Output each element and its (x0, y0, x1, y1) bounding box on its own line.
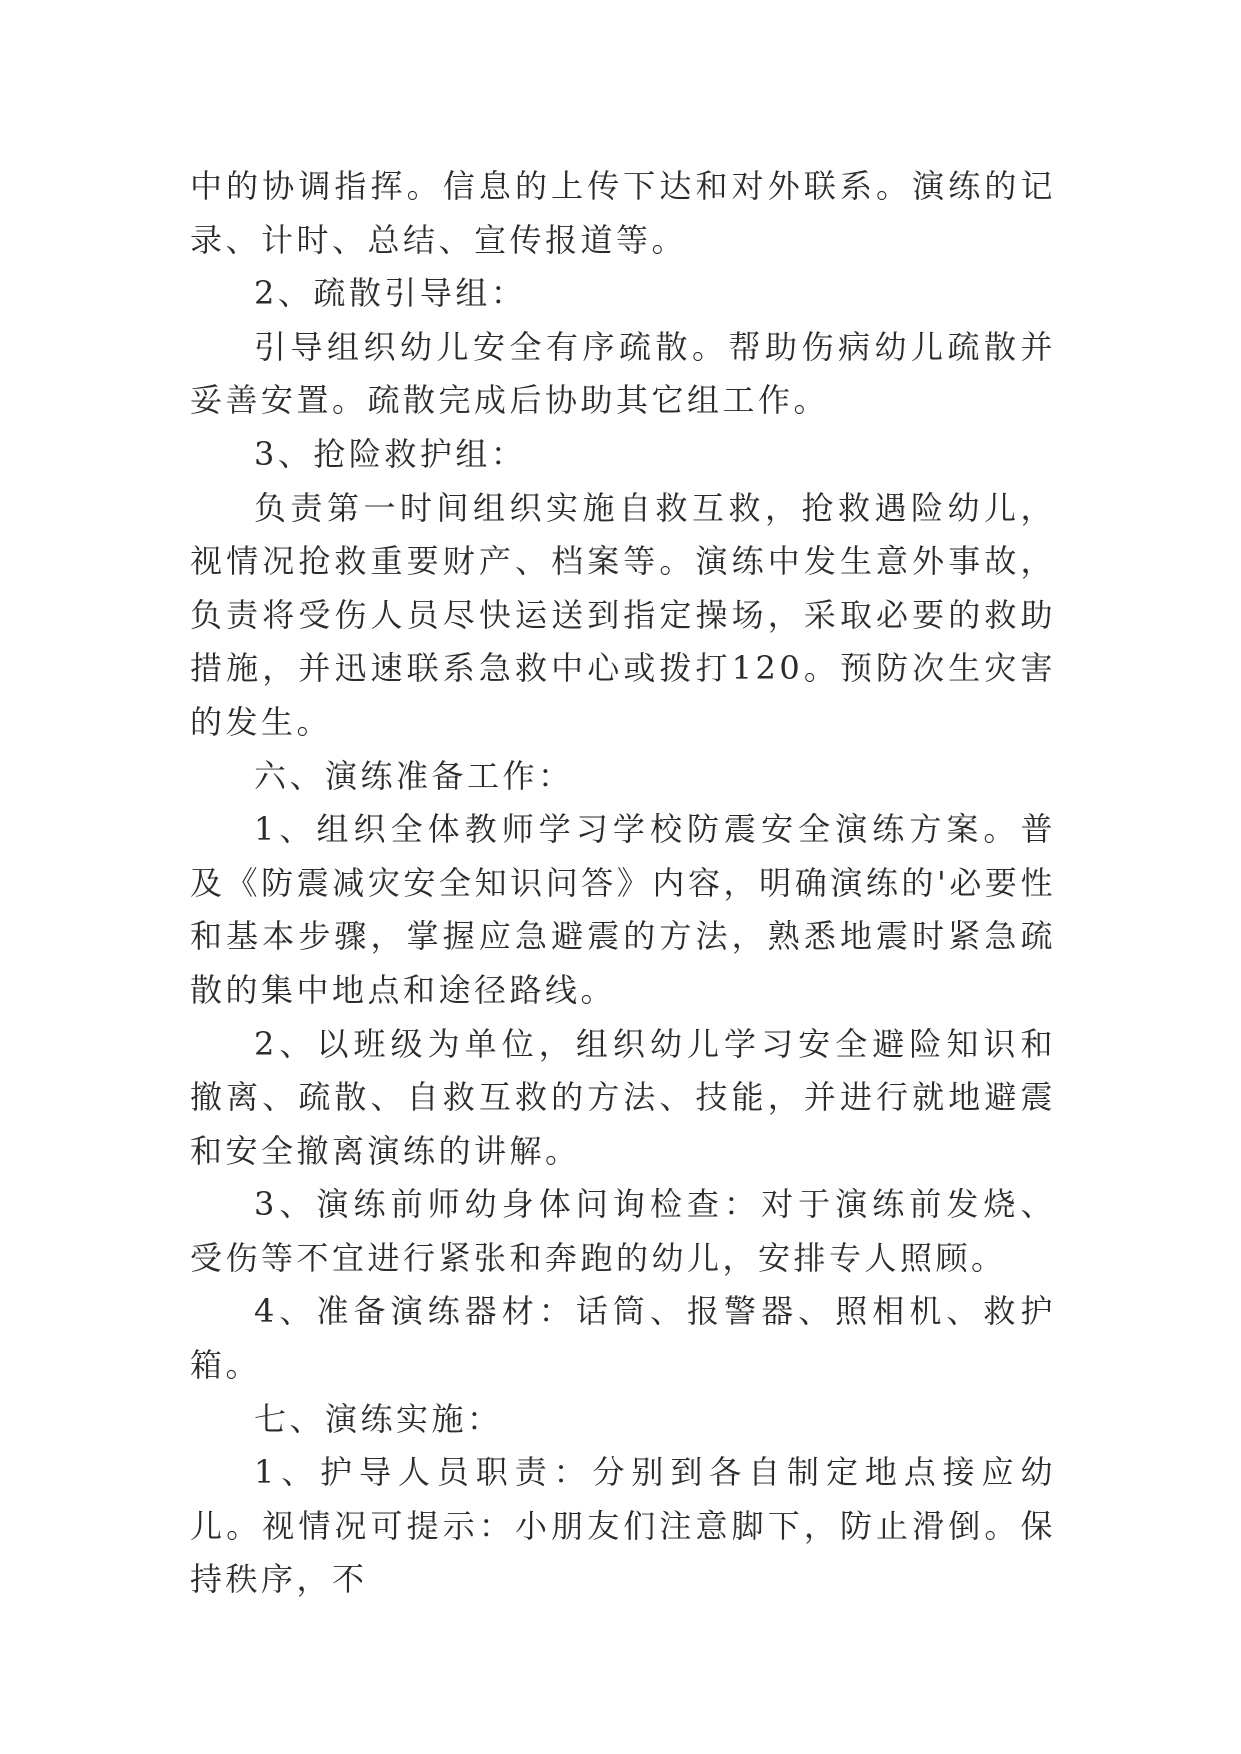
paragraph: 4、准备演练器材：话筒、报警器、照相机、救护箱。 (190, 1292, 1056, 1385)
paragraph: 2、以班级为单位，组织幼儿学习安全避险知识和撤离、疏散、自救互救的方法、技能，并进行就地避震和安全撤离演练的讲解。 (190, 1024, 1056, 1170)
paragraph: 中的协调指挥。信息的上传下达和对外联系。演练的记录、计时、总结、宣传报道等。 (190, 167, 1056, 259)
paragraph: 1、护导人员职责：分别到各自制定地点接应幼儿。视情况可提示：小朋友们注意脚下，防止滑倒。保持秩序，不 (190, 1453, 1056, 1599)
section-heading: 2、疏散引导组： (254, 274, 527, 313)
section-heading: 3、抢险救护组： (254, 434, 527, 473)
section-heading: 六、演练准备工作： (254, 756, 574, 795)
paragraph: 负责第一时间组织实施自救互救，抢救遇险幼儿，视情况抢救重要财产、档案等。演练中发生意外事故，负责将受伤人员尽快运送到指定操场，采取必要的救助措施，并迅速联系急救中心或拨打120。预防次生灾害的发生。 (190, 488, 1056, 741)
paragraph: 引导组织幼儿安全有序疏散。帮助伤病幼儿疏散并妥善安置。疏散完成后协助其它组工作。 (190, 327, 1056, 420)
document-body (190, 160, 1056, 1607)
paragraph: 1、组织全体教师学习学校防震安全演练方案。普及《防震减灾安全知识问答》内容，明确演练的'必要性和基本步骤，掌握应急避震的方法，熟悉地震时紧急疏散的集中地点和途径路线。 (190, 810, 1056, 1009)
paragraph: 3、演练前师幼身体问询检查：对于演练前发烧、受伤等不宜进行紧张和奔跑的幼儿，安排专人照顾。 (190, 1185, 1056, 1277)
section-heading: 七、演练实施： (254, 1399, 503, 1438)
